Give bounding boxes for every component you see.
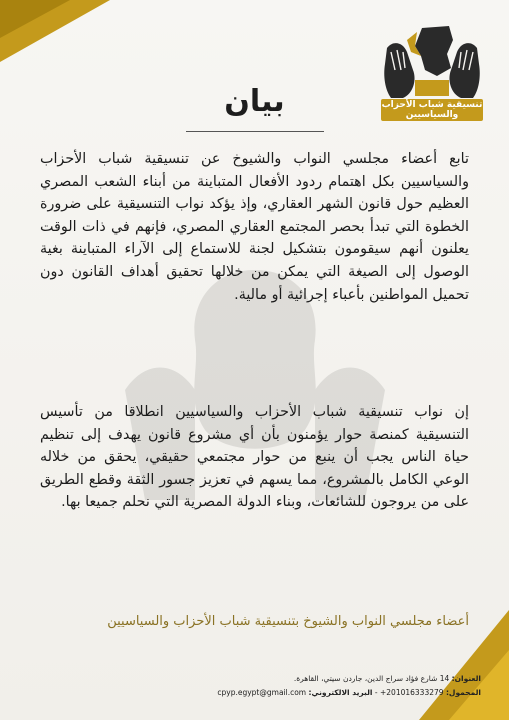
title-underline	[186, 131, 324, 132]
address-label: العنوان:	[451, 674, 481, 683]
signature: أعضاء مجلسي النواب والشيوخ بتنسيقية شباب الأحزاب والسياسيين	[107, 614, 469, 629]
address-value: 14 شارع فؤاد سراج الدين، جاردن سيتي، القاهرة.	[293, 674, 450, 683]
mobile-label: المحمول:	[445, 688, 481, 697]
page-title: بيان	[224, 84, 285, 119]
logo-caption: تنسيقية شباب الأحزاب والسياسيين	[381, 100, 483, 120]
email-label: البريد الالكتروني:	[308, 688, 373, 697]
corner-decoration-top-left	[0, 0, 110, 70]
mobile-value: 201016333279+	[379, 688, 444, 697]
email-link[interactable]: cpyp.egypt@gmail.com	[217, 688, 307, 697]
footer-contact-line: المحمول: 201016333279+ - البريد الالكتروني: cpyp.egypt@gmail.com	[217, 688, 481, 697]
footer-address-line	[21, 672, 481, 685]
statement-paragraph-1: تابع أعضاء مجلسي النواب والشيوخ عن تنسيقية شباب الأحزاب والسياسيين بكل اهتمام ردود الأفعال المتباينة من أبناء الشعب المصري العظيم حول قانون الشهر العقاري، وإذ يؤكد نواب التنسيقية على ضرورة الخطوة التي تبدأ بحصر المجتمع العقاري المصري، فإنهم في ذات الوقت يعلنون أنهم سيقومون بتشكيل لجنة للاستماع إلى الآراء المتباينة بغية الوصول إلى الصيغة التي يمكن من خلالها تحقيق أهداف القانون دون تحميل المواطنين بأعباء إجرائية أو مالية.	[40, 151, 469, 303]
statement-paragraph-2: إن نواب تنسيقية شباب الأحزاب والسياسيين انطلاقا من تأسيس التنسيقية كمنصة حوار يؤمنون بأن أي مشروع قانون يهدف إلى تنظيم حياة الناس يجب أن ينبع من حوار مجتمعي حقيقي، يحقق من خلاله الوعي الكامل بالمشروع، مما يسهم في تعزيز جسور الثقة وقطع الطريق على من يروجون للشائعات، وبناء الدولة المصرية التي نحلم جميعا بها.	[40, 404, 469, 511]
